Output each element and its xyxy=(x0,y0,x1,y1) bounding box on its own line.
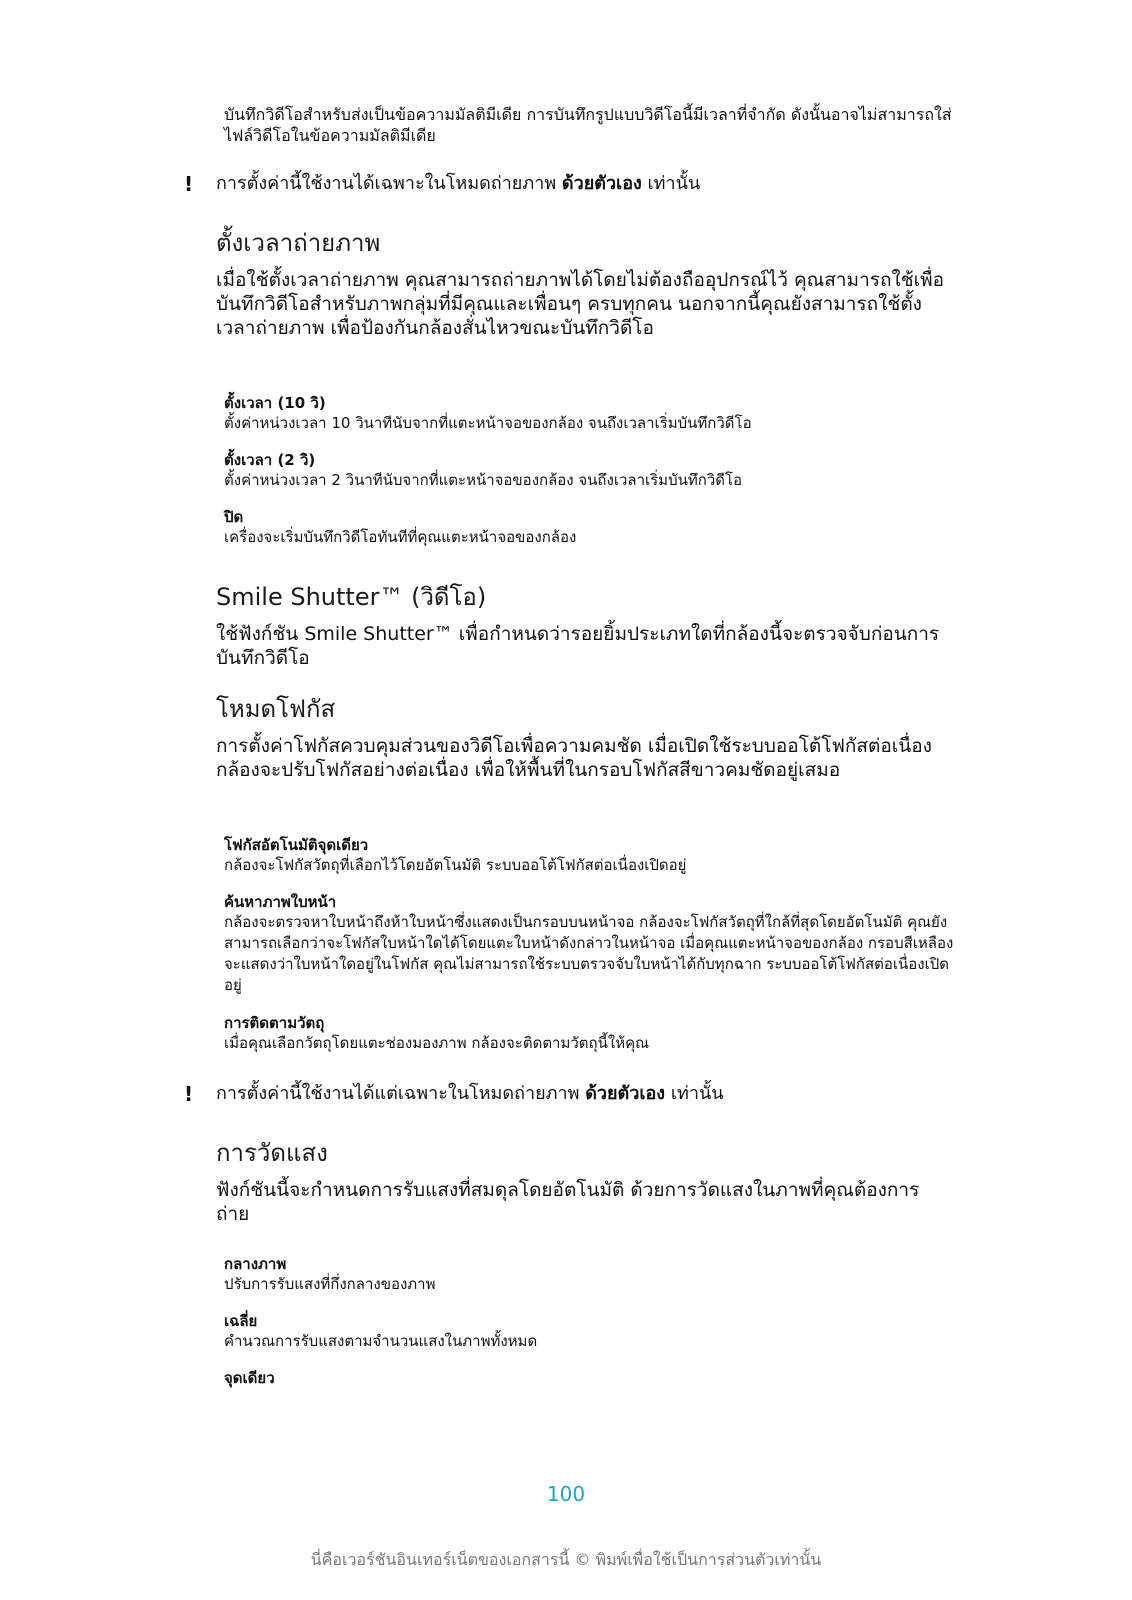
note-text: การตั้งค่านี้ใช้งานได้เฉพาะในโหมดถ่ายภาพ ด้วยตัวเอง เท่านั้น xyxy=(216,173,701,194)
page-footer: นี่คือเวอร์ชันอินเทอร์เน็ตของเอกสารนี้ © พิมพ์เพื่อใช้เป็นการส่วนตัวเท่านั้น xyxy=(310,1550,822,1569)
option-title: โฟกัสอัตโนมัติจุดเดียว xyxy=(224,836,369,854)
metering-body: ฟังก์ชันนี้จะกำหนดการรับแสงที่สมดุลโดยอัตโนมัติ ด้วยการวัดแสงในภาพที่คุณต้องการถ่าย xyxy=(216,1179,920,1225)
option-center-weighted xyxy=(224,1255,954,1295)
option-description: ตั้งค่าหน่วงเวลา 10 วินาทีนับจากที่แตะหน้าจอของกล้อง จนถึงเวลาเริ่มบันทึกวิดีโอ xyxy=(224,414,752,432)
exclamation-icon: ! xyxy=(184,172,194,196)
focus-mode-body: การตั้งค่าโฟกัสควบคุมส่วนของวิดีโอเพื่อความคมชัด เมื่อเปิดใช้ระบบออโต้โฟกัสต่อเนื่อง กล้องจะปรับโฟกัสอย่างต่อเนื่อง เพื่อให้พื้นที่ในกรอบโฟกัสสีขาวคมชัดอยู่เสมอ xyxy=(216,735,932,781)
option-description: คำนวณการรับแสงตามจำนวนแสงในภาพทั้งหมด xyxy=(224,1332,538,1350)
exclamation-icon: ! xyxy=(184,1082,194,1106)
option-spot xyxy=(224,1369,954,1388)
option-description: กล้องจะตรวจหาใบหน้าถึงห้าใบหน้าซึ่งแสดงเป็นกรอบบนหน้าจอ กล้องจะโฟกัสวัตถุที่ใกล้ที่สุดโดยอัตโนมัติ คุณยังสามารถเลือกว่าจะโฟกัสใบหน้าใดได้โดยแตะใบหน้าดังกล่าวในหน้าจอ เมื่อคุณแตะหน้าจอของกล้อง กรอบสีเหลืองจะแสดงว่าใบหน้าใดอยู่ในโฟกัส คุณไม่สามารถใช้ระบบตรวจจับใบหน้าได้กับทุกฉาก ระบบออโต้โฟกัสต่อเนื่องเปิดอยู่ xyxy=(224,913,954,994)
option-face-detection xyxy=(224,893,954,996)
option-title: ตั้งเวลา (10 วิ) xyxy=(224,394,326,412)
option-title: เฉลี่ย xyxy=(224,1312,258,1330)
heading-focus-mode: โหมดโฟกัส xyxy=(216,695,336,723)
option-description: เครื่องจะเริ่มบันทึกวิดีโอทันทีที่คุณแตะหน้าจอของกล้อง xyxy=(224,528,577,546)
heading-self-timer: ตั้งเวลาถ่ายภาพ xyxy=(216,229,381,257)
option-title: ค้นหาภาพใบหน้า xyxy=(224,893,337,911)
note-emphasis: ด้วยตัวเอง xyxy=(585,1083,666,1104)
option-timer-10s xyxy=(224,394,954,434)
option-title: ตั้งเวลา (2 วิ) xyxy=(224,451,316,469)
option-object-tracking xyxy=(224,1014,954,1054)
heading-metering: การวัดแสง xyxy=(216,1139,328,1167)
option-title: การติดตามวัตถุ xyxy=(224,1014,325,1032)
option-title: จุดเดียว xyxy=(224,1369,275,1387)
intro-paragraph: บันทึกวิดีโอสำหรับส่งเป็นข้อความมัลติมีเดีย การบันทึกรูปแบบวิดีโอนี้มีเวลาที่จำกัด ดังนั้นอาจไม่สามารถใส่ไฟล์วิดีโอในข้อความมัลติมีเดีย xyxy=(224,105,952,145)
option-description: ปรับการรับแสงที่กึ่งกลางของภาพ xyxy=(224,1275,436,1293)
option-description: กล้องจะโฟกัสวัตถุที่เลือกไว้โดยอัตโนมัติ ระบบออโต้โฟกัสต่อเนื่องเปิดอยู่ xyxy=(224,856,687,874)
note-emphasis: ด้วยตัวเอง xyxy=(561,173,642,194)
option-average xyxy=(224,1312,954,1352)
option-description: เมื่อคุณเลือกวัตถุโดยแตะช่องมองภาพ กล้องจะติดตามวัตถุนี้ให้คุณ xyxy=(224,1034,650,1052)
option-timer-off xyxy=(224,508,954,548)
heading-smile-shutter: Smile Shutter™ (วิดีโอ) xyxy=(216,583,487,611)
option-title: ปิด xyxy=(224,508,244,526)
option-timer-2s xyxy=(224,451,954,491)
note-text: การตั้งค่านี้ใช้งานได้แต่เฉพาะในโหมดถ่ายภาพ ด้วยตัวเอง เท่านั้น xyxy=(216,1083,724,1104)
smile-shutter-body: ใช้ฟังก์ชัน Smile Shutter™ เพื่อกำหนดว่ารอยยิ้มประเภทใดที่กล้องนี้จะตรวจจับก่อนการบันทึกวิดีโอ xyxy=(216,623,940,669)
option-single-autofocus xyxy=(224,836,954,876)
option-title: กลางภาพ xyxy=(224,1255,287,1273)
page-number: 100 xyxy=(546,1482,586,1506)
self-timer-body: เมื่อใช้ตั้งเวลาถ่ายภาพ คุณสามารถถ่ายภาพได้โดยไม่ต้องถืออุปกรณ์ไว้ คุณสามารถใช้เพื่อบันทึกวิดีโอสำหรับภาพกลุ่มที่มีคุณและเพื่อนๆ ครบทุกคน นอกจากนี้คุณยังสามารถใช้ตั้งเวลาถ่ายภาพ เพื่อป้องกันกล้องสั่นไหวขณะบันทึกวิดีโอ xyxy=(216,269,945,339)
option-description: ตั้งค่าหน่วงเวลา 2 วินาทีนับจากที่แตะหน้าจอของกล้อง จนถึงเวลาเริ่มบันทึกวิดีโอ xyxy=(224,471,743,489)
